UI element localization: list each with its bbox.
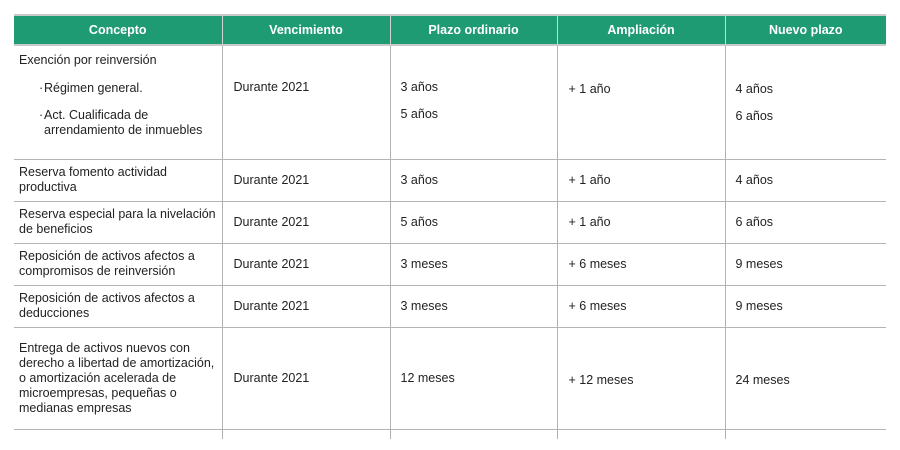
plazo-ordinario-cell: 3 meses xyxy=(390,285,557,327)
tail-cell xyxy=(725,429,886,439)
header-vencimiento: Vencimiento xyxy=(222,15,390,45)
nuevo-plazo-value: 6 años xyxy=(735,109,774,123)
concepto-cell: Entrega de activos nuevos con derecho a libertad de amortización, o amortización acelerada de microempresas, pequeñas o medianas empresas xyxy=(14,327,222,429)
sub-item-label: Act. Cualificada de arrendamiento de inmuebles xyxy=(44,108,203,137)
table-row xyxy=(14,327,886,429)
plazo-ordinario-value: 5 años xyxy=(400,107,439,121)
tail-cell xyxy=(14,429,222,439)
table-row xyxy=(14,45,886,159)
table-row xyxy=(14,201,886,243)
bullet-marker: · xyxy=(39,81,44,95)
tail-cell xyxy=(390,429,557,439)
nuevo-plazo-value: 4 años xyxy=(735,82,774,96)
table-header xyxy=(14,15,886,45)
nuevo-plazo-cell: 24 meses xyxy=(725,327,886,429)
table-row xyxy=(14,243,886,285)
nuevo-plazo-cell: 6 años xyxy=(725,201,886,243)
header-nuevo-plazo: Nuevo plazo xyxy=(725,15,886,45)
concepto-cell: Reserva fomento actividad productiva xyxy=(14,159,222,201)
vencimiento-cell: Durante 2021 xyxy=(222,159,390,201)
sub-item-label: Régimen general. xyxy=(44,81,143,95)
ampliacion-value: + 1 año xyxy=(568,82,611,96)
plazo-ordinario-cell xyxy=(390,45,557,159)
nuevo-plazo-cell: 9 meses xyxy=(725,285,886,327)
ampliacion-cell: + 6 meses xyxy=(557,243,725,285)
bullet-marker: · xyxy=(39,108,44,122)
header-row xyxy=(14,15,886,45)
vencimiento-value: Durante 2021 xyxy=(233,80,310,94)
plazo-ordinario-cell: 12 meses xyxy=(390,327,557,429)
table-row xyxy=(14,159,886,201)
header-ampliacion: Ampliación xyxy=(557,15,725,45)
deadline-table xyxy=(14,14,886,439)
ampliacion-cell: + 12 meses xyxy=(557,327,725,429)
concepto-cell xyxy=(14,45,222,159)
vencimiento-cell: Durante 2021 xyxy=(222,201,390,243)
plazo-ordinario-cell: 3 meses xyxy=(390,243,557,285)
header-plazo-ordinario: Plazo ordinario xyxy=(390,15,557,45)
concepto-cell: Reposición de activos afectos a deducciones xyxy=(14,285,222,327)
plazo-ordinario-cell: 5 años xyxy=(390,201,557,243)
plazo-ordinario-cell: 3 años xyxy=(390,159,557,201)
table-tail xyxy=(14,429,886,439)
deadline-table-container xyxy=(14,14,886,439)
ampliacion-cell xyxy=(557,45,725,159)
concepto-cell: Reserva especial para la nivelación de beneficios xyxy=(14,201,222,243)
concept-title: Exención por reinversión xyxy=(19,53,157,67)
vencimiento-cell xyxy=(222,45,390,159)
plazo-ordinario-value: 3 años xyxy=(400,80,439,94)
vencimiento-cell: Durante 2021 xyxy=(222,285,390,327)
concepto-cell: Reposición de activos afectos a compromisos de reinversión xyxy=(14,243,222,285)
header-concepto: Concepto xyxy=(14,15,222,45)
ampliacion-cell: + 1 año xyxy=(557,201,725,243)
sub-item-actividad-cualificada xyxy=(19,108,218,138)
sub-item-regimen-general xyxy=(19,81,218,96)
ampliacion-cell: + 6 meses xyxy=(557,285,725,327)
tail-cell xyxy=(222,429,390,439)
vencimiento-cell: Durante 2021 xyxy=(222,327,390,429)
nuevo-plazo-cell: 4 años xyxy=(725,159,886,201)
nuevo-plazo-cell xyxy=(725,45,886,159)
table-body xyxy=(14,45,886,439)
ampliacion-cell: + 1 año xyxy=(557,159,725,201)
nuevo-plazo-cell: 9 meses xyxy=(725,243,886,285)
table-row xyxy=(14,285,886,327)
tail-cell xyxy=(557,429,725,439)
vencimiento-cell: Durante 2021 xyxy=(222,243,390,285)
